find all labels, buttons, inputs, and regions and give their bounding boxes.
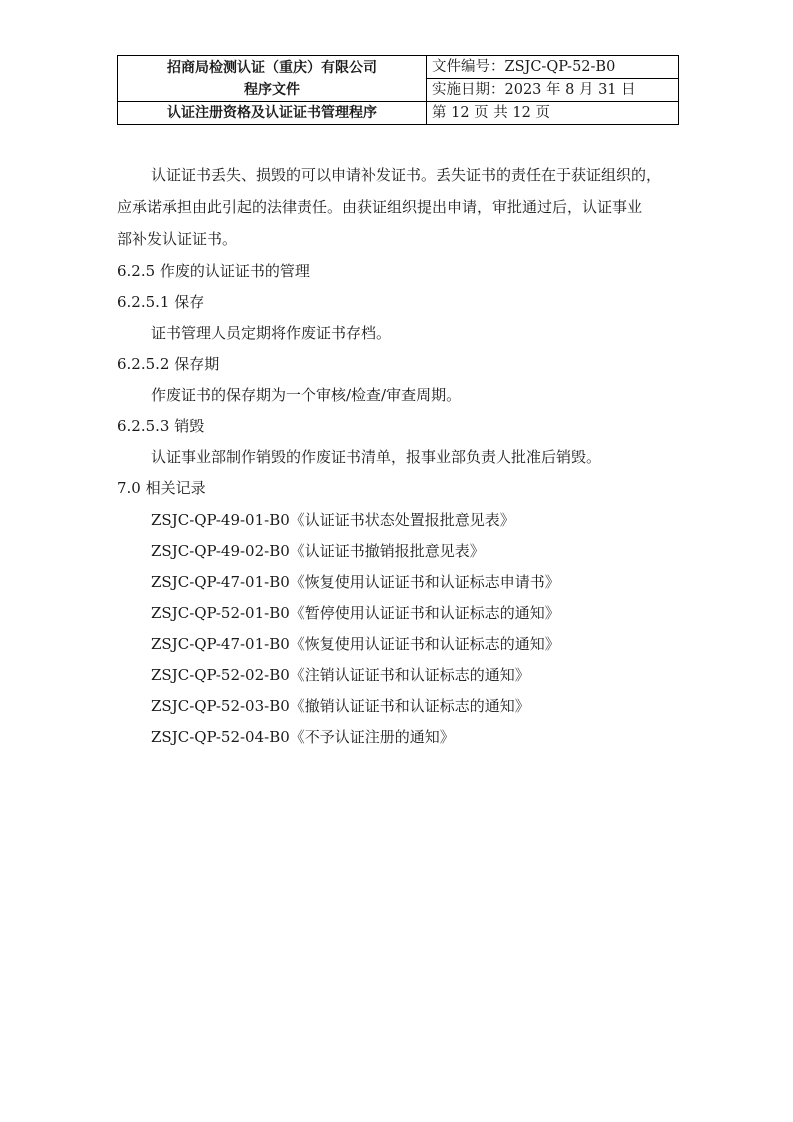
section-heading-6-2-5-3: 6.2.5.3 销毁 — [117, 417, 205, 435]
section-text: 证书管理人员定期将作废证书存档。 — [151, 324, 392, 342]
record-item: ZSJC-QP-52-01-B0《暂停使用认证证书和认证标志的通知》 — [151, 604, 560, 622]
section-heading-6-2-5-1: 6.2.5.1 保存 — [117, 293, 205, 311]
record-item: ZSJC-QP-52-02-B0《注销认证证书和认证标志的通知》 — [151, 666, 530, 684]
paragraph-line: 应承诺承担由此引起的法律责任。由获证组织提出申请，审批通过后，认证事业 — [117, 198, 643, 216]
paragraph-line: 认证证书丢失、损毁的可以申请补发证书。丢失证书的责任在于获证组织的， — [151, 166, 662, 184]
paragraph-line: 部补发认证证书。 — [117, 230, 238, 248]
record-item: ZSJC-QP-47-01-B0《恢复使用认证证书和认证标志的通知》 — [151, 635, 560, 653]
record-item: ZSJC-QP-49-01-B0《认证证书状态处置报批意见表》 — [151, 511, 515, 529]
document-header-table — [117, 55, 679, 125]
company-cell — [118, 56, 427, 102]
section-heading-7-0: 7.0 相关记录 — [117, 479, 206, 497]
procedure-title: 认证注册资格及认证证书管理程序 — [118, 102, 427, 125]
record-item: ZSJC-QP-52-03-B0《撤销认证证书和认证标志的通知》 — [151, 697, 530, 715]
section-text: 作废证书的保存期为一个审核/检查/审查周期。 — [151, 386, 462, 404]
doc-number: 文件编号：ZSJC-QP-52-B0 — [427, 56, 679, 79]
record-item: ZSJC-QP-49-02-B0《认证证书撤销报批意见表》 — [151, 542, 485, 560]
section-heading-6-2-5-2: 6.2.5.2 保存期 — [117, 355, 220, 373]
company-name: 招商局检测认证（重庆）有限公司 — [167, 59, 377, 76]
effective-date: 实施日期：2023 年 8 月 31 日 — [427, 79, 679, 102]
record-item: ZSJC-QP-47-01-B0《恢复使用认证证书和认证标志申请书》 — [151, 573, 560, 591]
document-type: 程序文件 — [244, 81, 300, 98]
section-text: 认证事业部制作销毁的作废证书清单，报事业部负责人批准后销毁。 — [151, 448, 602, 466]
header-row-3 — [118, 102, 679, 125]
record-item: ZSJC-QP-52-04-B0《不予认证注册的通知》 — [151, 728, 455, 746]
header-row-1 — [118, 56, 679, 79]
section-heading-6-2-5: 6.2.5 作废的认证证书的管理 — [117, 262, 310, 280]
page-info: 第 12 页 共 12 页 — [427, 102, 679, 125]
